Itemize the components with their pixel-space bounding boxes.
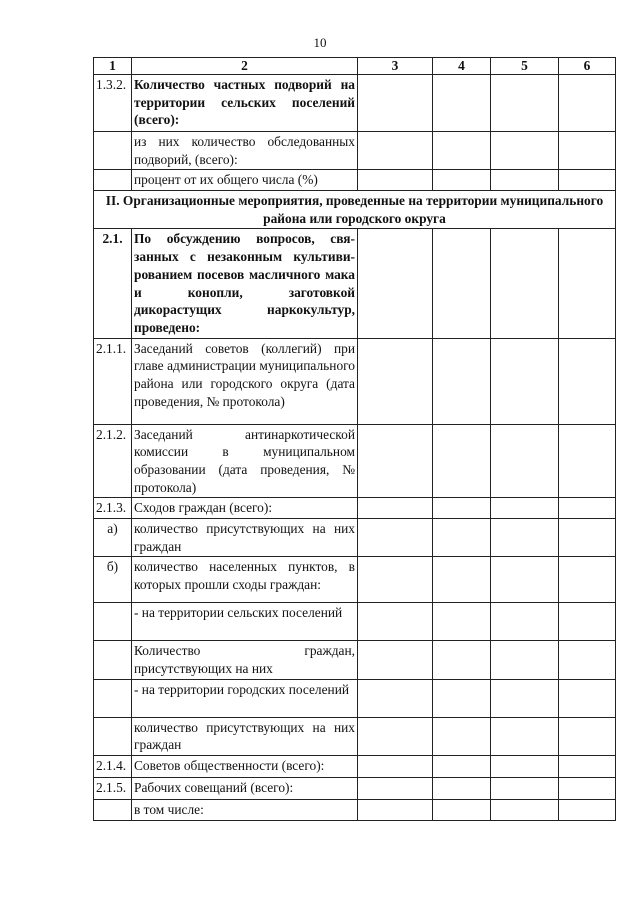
row-number: 1.3.2. xyxy=(94,75,132,132)
row-number xyxy=(94,717,132,755)
table-row xyxy=(94,338,616,424)
value-cell xyxy=(559,170,616,191)
value-cell xyxy=(358,679,433,717)
section-row xyxy=(94,191,616,229)
row-label: - на территории сельских поселений xyxy=(132,603,358,641)
value-cell xyxy=(559,557,616,603)
value-cell xyxy=(358,498,433,519)
value-cell xyxy=(433,557,491,603)
value-cell xyxy=(559,498,616,519)
row-label: По обсуждению вопросов, свя-занных с незаконным культиви-рованием посевов масличного мака и конопли, заготовкой дикорастущих наркокультур, проведено: xyxy=(132,229,358,338)
table-row xyxy=(94,778,616,800)
value-cell xyxy=(358,756,433,778)
value-cell xyxy=(559,132,616,170)
table-row xyxy=(94,756,616,778)
value-cell xyxy=(491,229,559,338)
header-col-4: 4 xyxy=(433,58,491,75)
value-cell xyxy=(559,75,616,132)
header-col-5: 5 xyxy=(491,58,559,75)
row-label: Заседаний антинаркотической комиссии в муниципальном образовании (дата проведения, № протокола) xyxy=(132,424,358,498)
value-cell xyxy=(491,424,559,498)
value-cell xyxy=(433,641,491,679)
value-cell xyxy=(559,229,616,338)
row-number: б) xyxy=(94,557,132,603)
value-cell xyxy=(491,519,559,557)
row-number: 2.1.4. xyxy=(94,756,132,778)
value-cell xyxy=(358,641,433,679)
row-number xyxy=(94,679,132,717)
value-cell xyxy=(559,603,616,641)
value-cell xyxy=(491,800,559,821)
value-cell xyxy=(433,170,491,191)
row-label: - на территории городских поселений xyxy=(132,679,358,717)
row-number: 2.1.2. xyxy=(94,424,132,498)
table-row xyxy=(94,424,616,498)
value-cell xyxy=(491,717,559,755)
value-cell xyxy=(491,756,559,778)
row-number xyxy=(94,641,132,679)
table-row xyxy=(94,717,616,755)
value-cell xyxy=(491,557,559,603)
value-cell xyxy=(433,132,491,170)
table-header-row xyxy=(94,58,616,75)
value-cell xyxy=(433,800,491,821)
value-cell xyxy=(559,679,616,717)
row-label: Количество частных подворий на территории сельских поселений (всего): xyxy=(132,75,358,132)
value-cell xyxy=(491,132,559,170)
value-cell xyxy=(433,75,491,132)
value-cell xyxy=(559,519,616,557)
value-cell xyxy=(491,75,559,132)
value-cell xyxy=(358,800,433,821)
row-number xyxy=(94,170,132,191)
value-cell xyxy=(491,338,559,424)
table-row xyxy=(94,800,616,821)
row-label: Заседаний советов (коллегий) при главе администрации муниципального района или городского округа (дата проведения, № протокола) xyxy=(132,338,358,424)
page-number: 10 xyxy=(313,35,327,50)
table-row xyxy=(94,679,616,717)
row-label: Советов общественности (всего): xyxy=(132,756,358,778)
row-label: Количество граждан, присутствующих на них xyxy=(132,641,358,679)
header-col-6: 6 xyxy=(559,58,616,75)
header-col-1: 1 xyxy=(94,58,132,75)
table-row xyxy=(94,641,616,679)
row-label: количество населенных пунктов, в которых прошли сходы граждан: xyxy=(132,557,358,603)
value-cell xyxy=(559,800,616,821)
row-label: в том числе: xyxy=(132,800,358,821)
value-cell xyxy=(433,717,491,755)
value-cell xyxy=(358,338,433,424)
value-cell xyxy=(491,641,559,679)
row-label: количество присутствующих на них граждан xyxy=(132,717,358,755)
value-cell xyxy=(559,641,616,679)
value-cell xyxy=(358,778,433,800)
value-cell xyxy=(559,756,616,778)
value-cell xyxy=(491,679,559,717)
value-cell xyxy=(433,519,491,557)
value-cell xyxy=(358,603,433,641)
row-number: 2.1.5. xyxy=(94,778,132,800)
value-cell xyxy=(433,229,491,338)
value-cell xyxy=(433,603,491,641)
row-label: из них количество обследованных подворий, (всего): xyxy=(132,132,358,170)
table-row xyxy=(94,519,616,557)
value-cell xyxy=(358,229,433,338)
value-cell xyxy=(358,424,433,498)
value-cell xyxy=(491,498,559,519)
row-number xyxy=(94,132,132,170)
value-cell xyxy=(358,170,433,191)
value-cell xyxy=(491,603,559,641)
row-label: Сходов граждан (всего): xyxy=(132,498,358,519)
value-cell xyxy=(433,424,491,498)
row-number xyxy=(94,800,132,821)
value-cell xyxy=(433,778,491,800)
row-number: а) xyxy=(94,519,132,557)
row-label: процент от их общего числа (%) xyxy=(132,170,358,191)
header-col-3: 3 xyxy=(358,58,433,75)
row-number: 2.1.1. xyxy=(94,338,132,424)
report-table xyxy=(93,57,616,821)
row-label: количество присутствующих на них граждан xyxy=(132,519,358,557)
table-row xyxy=(94,170,616,191)
value-cell xyxy=(358,75,433,132)
value-cell xyxy=(559,717,616,755)
table-row xyxy=(94,75,616,132)
value-cell xyxy=(433,679,491,717)
value-cell xyxy=(433,338,491,424)
row-number xyxy=(94,603,132,641)
value-cell xyxy=(358,717,433,755)
row-label: Рабочих совещаний (всего): xyxy=(132,778,358,800)
value-cell xyxy=(491,170,559,191)
value-cell xyxy=(559,424,616,498)
value-cell xyxy=(491,778,559,800)
row-number: 2.1.3. xyxy=(94,498,132,519)
value-cell xyxy=(358,519,433,557)
header-col-2: 2 xyxy=(132,58,358,75)
value-cell xyxy=(559,338,616,424)
table-row xyxy=(94,557,616,603)
value-cell xyxy=(433,498,491,519)
value-cell xyxy=(433,756,491,778)
value-cell xyxy=(358,557,433,603)
table-row xyxy=(94,132,616,170)
row-number: 2.1. xyxy=(94,229,132,338)
table-row xyxy=(94,229,616,338)
table-row xyxy=(94,498,616,519)
section-heading: II. Организационные мероприятия, проведенные на территории муниципального района или городского округа xyxy=(94,191,616,229)
table-row xyxy=(94,603,616,641)
value-cell xyxy=(559,778,616,800)
value-cell xyxy=(358,132,433,170)
